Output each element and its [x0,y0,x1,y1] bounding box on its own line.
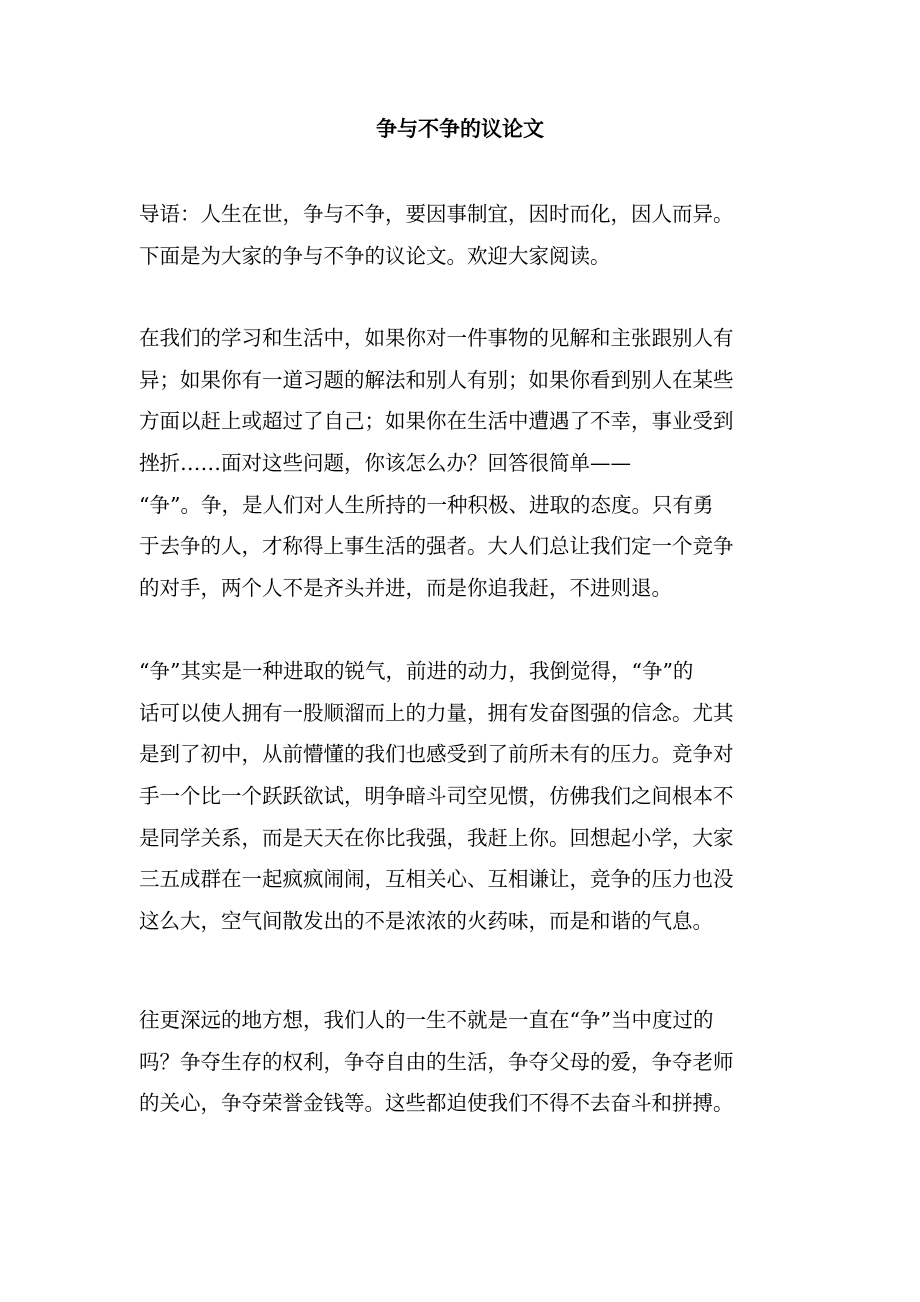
text-line: 手一个比一个跃跃欲试，明争暗斗司空见惯，仿佛我们之间根本不 [139,784,734,809]
text-line: 挫折……面对这些问题，你该怎么办？回答很简单—— [139,451,631,476]
paragraph-body [139,1000,771,1125]
text-line: 导语：人生在世，争与不争，要因事制宜，因时而化，因人而异。 [139,202,734,226]
text-line: 三五成群在一起疯疯闹闹，互相关心、互相谦让，竞争的压力也没 [139,867,734,892]
text-line: 是到了初中，从前懵懂的我们也感受到了前所未有的压力。竞争对 [139,742,734,767]
text-line: 异；如果你有一道习题的解法和别人有别；如果你看到别人在某些 [139,367,734,392]
paragraph-intro [139,194,771,277]
text-line: 是同学关系，而是天天在你比我强，我赶上你。回想起小学，大家 [139,825,734,850]
text-line: 方面以赶上或超过了自己；如果你在生活中遭遇了不幸，事业受到 [139,409,734,434]
text-line: 的关心，争夺荣誉金钱等。这些都迫使我们不得不去奋斗和拼搏。 [139,1091,734,1116]
text-line: 这么大，空气间散发出的不是浓浓的火药味，而是和谐的气息。 [139,909,713,934]
text-line: 吗？争夺生存的权利，争夺自由的生活，争夺父母的爱，争夺老师 [139,1049,734,1074]
text-line: 往更深远的地方想，我们人的一生不就是一直在“争”当中度过的 [139,1008,714,1032]
text-line: “争”其实是一种进取的锐气，前进的动力，我倒觉得，“争”的 [139,659,694,683]
paragraph-body [139,318,771,610]
text-line: 的对手，两个人不是齐头并进，而是你追我赶，不进则退。 [139,576,672,601]
text-line: 在我们的学习和生活中，如果你对一件事物的见解和主张跟别人有 [139,326,734,350]
text-line: 下面是为大家的争与不争的议论文。欢迎大家阅读。 [139,243,611,268]
text-line: “争”。争，是人们对人生所持的一种积极、进取的态度。只有勇 [139,492,714,517]
document-title: 争与不争的议论文 [376,116,544,141]
paragraph-body [139,651,771,943]
text-line: 话可以使人拥有一股顺溜而上的力量，拥有发奋图强的信念。尤其 [139,700,734,725]
text-line: 于去争的人，才称得上事生活的强者。大人们总让我们定一个竞争 [139,534,734,559]
